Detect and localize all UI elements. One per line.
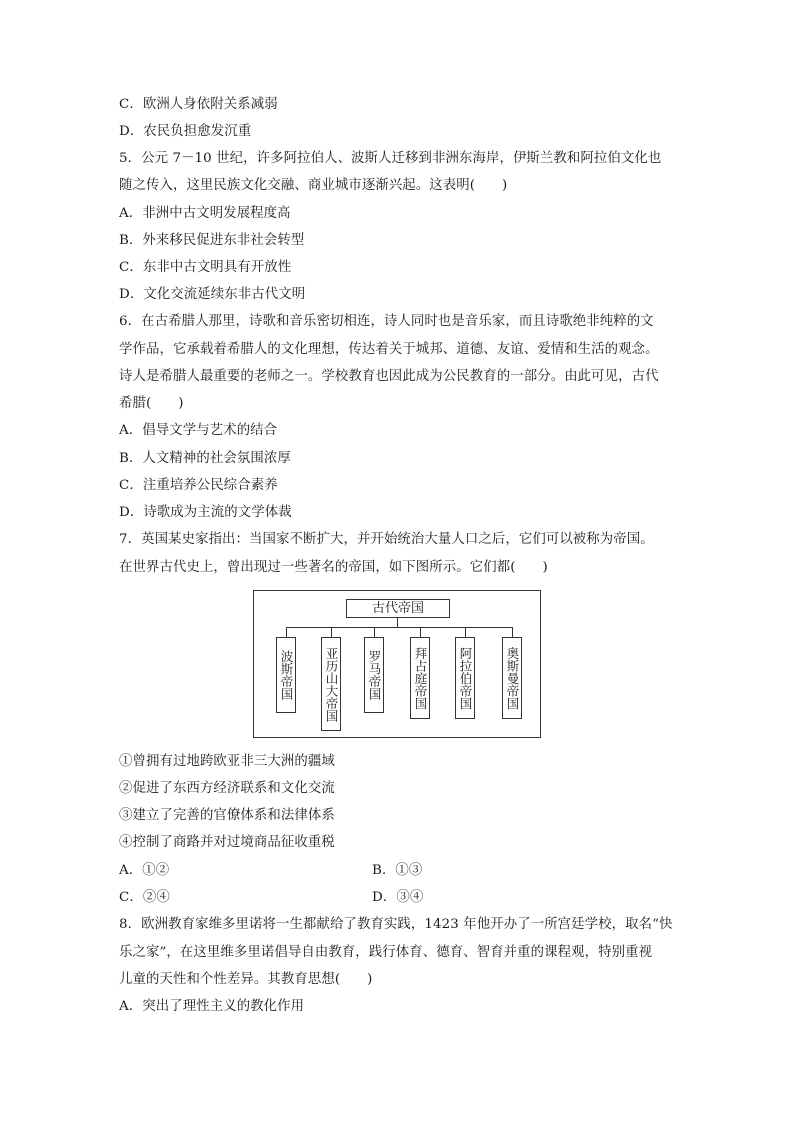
option-c-q6: C．注重培养公民综合素养: [119, 478, 278, 493]
empire-box-byzantine: 拜占庭帝国: [410, 637, 430, 719]
option-a-q8: A．突出了理性主义的教化作用: [119, 999, 305, 1014]
option-d-q5: D．文化交流延续东非古代文明: [119, 287, 306, 302]
question-8-line-1: 8．欧洲教育家维多里诺将一生都献给了教育实践，1423 年他开办了一所宫廷学校，取名“快: [119, 917, 673, 932]
line-c-q4: C．欧洲人身依附关系减弱: [119, 97, 278, 112]
question-5-line-2: 随之传入，这里民族文化交融、商业城市逐渐兴起。这表明( ): [119, 178, 508, 193]
question-7-line-2: 在世界古代史上，曾出现过一些著名的帝国，如下图所示。它们都( ): [119, 560, 548, 575]
question-6-line-2: 学作品，它承载着希腊人的文化理想，传达着关于城邦、道德、友谊、爱情和生活的观念。: [119, 342, 659, 357]
option-c-q7: C．②④: [119, 890, 170, 905]
connector-5: [465, 627, 466, 637]
option-d-q7: D．③④: [372, 890, 424, 905]
empire-box-ottoman: 奥斯曼帝国: [502, 637, 522, 719]
empire-box-roman: 罗马帝国: [364, 637, 384, 713]
empire-box-arab: 阿拉伯帝国: [455, 637, 475, 719]
empire-box-alexander: 亚历山大帝国: [321, 637, 341, 731]
question-6-line-4: 希腊( ): [119, 396, 184, 411]
connector-horizontal: [286, 627, 513, 628]
empire-box-persian: 波斯帝国: [276, 637, 296, 713]
option-a-q6: A．倡导文学与艺术的结合: [119, 423, 278, 438]
question-8-line-2: 乐之家”，在这里维多里诺倡导自由教育，践行体育、德育、智育并重的课程观，特别重视: [119, 945, 653, 960]
question-6-line-3: 诗人是希腊人最重要的老师之一。学校教育也因此成为公民教育的一部分。由此可见，古代: [119, 369, 659, 384]
option-a-q7: A．①②: [119, 863, 170, 878]
statement-4: ④控制了商路并对过境商品征收重税: [119, 835, 335, 850]
option-a-q5: A．非洲中古文明发展程度高: [119, 206, 291, 221]
line-d-q4: D．农民负担愈发沉重: [119, 124, 252, 139]
option-b-q7: B．①③: [372, 863, 423, 878]
connector-3: [374, 627, 375, 637]
connector-4: [420, 627, 421, 637]
option-b-q5: B．外来移民促进东非社会转型: [119, 233, 305, 248]
empire-diagram: [253, 590, 541, 738]
statement-1: ①曾拥有过地跨欧亚非三大洲的疆域: [119, 754, 335, 769]
connector-6: [512, 627, 513, 637]
statement-2: ②促进了东西方经济联系和文化交流: [119, 781, 335, 796]
question-8-line-3: 儿童的天性和个性差异。其教育思想( ): [119, 972, 373, 987]
connector-2: [331, 627, 332, 637]
option-b-q6: B．人文精神的社会氛围浓厚: [119, 451, 291, 466]
question-6-line-1: 6．在古希腊人那里，诗歌和音乐密切相连，诗人同时也是音乐家，而且诗歌绝非纯粹的文: [119, 314, 654, 329]
statement-3: ③建立了完善的官僚体系和法律体系: [119, 808, 335, 823]
question-7-line-1: 7．英国某史家指出：当国家不断扩大，并开始统治大量人口之后，它们可以被称为帝国。: [119, 532, 654, 547]
connector-vertical: [397, 617, 398, 627]
diagram-title: 古代帝国: [346, 599, 450, 618]
option-c-q5: C．东非中古文明具有开放性: [119, 260, 292, 275]
connector-1: [286, 627, 287, 637]
option-d-q6: D．诗歌成为主流的文学体裁: [119, 505, 292, 520]
question-5-line-1: 5．公元 7－10 世纪，许多阿拉伯人、波斯人迁移到非洲东海岸，伊斯兰教和阿拉伯文化也: [119, 151, 662, 166]
